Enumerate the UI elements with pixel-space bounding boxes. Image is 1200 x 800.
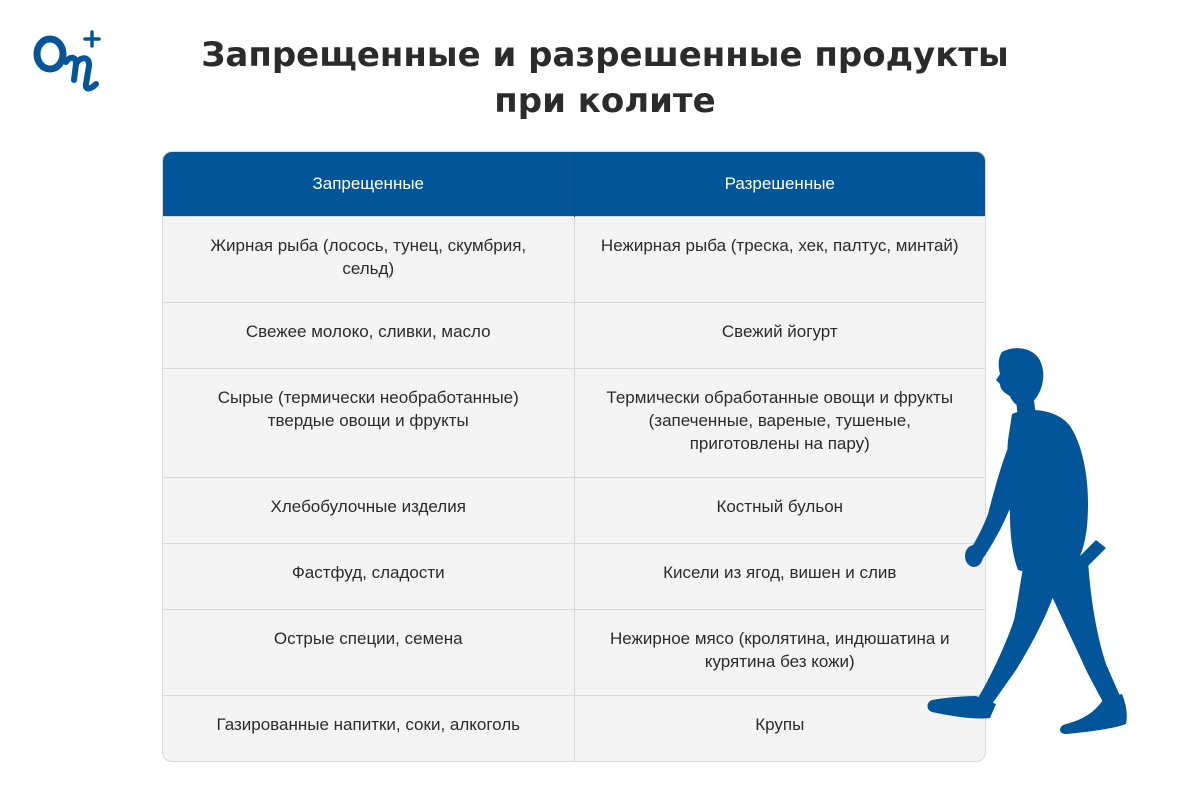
cell-forbidden: Острые специи, семена bbox=[163, 610, 574, 696]
cell-forbidden: Фастфуд, сладости bbox=[163, 544, 574, 610]
table-row bbox=[163, 610, 985, 696]
cell-forbidden: Свежее молоко, сливки, масло bbox=[163, 303, 574, 369]
cell-forbidden: Жирная рыба (лосось, тунец, скумбрия, сельд) bbox=[163, 217, 574, 303]
cell-allowed: Костный бульон bbox=[574, 478, 985, 544]
cell-allowed: Свежий йогурт bbox=[574, 303, 985, 369]
walking-man-silhouette-icon bbox=[920, 344, 1140, 744]
table-row bbox=[163, 696, 985, 762]
header-allowed: Разрешенные bbox=[574, 152, 985, 217]
table-row bbox=[163, 217, 985, 303]
cell-allowed: Нежирное мясо (кролятина, индюшатина и курятина без кожи) bbox=[574, 610, 985, 696]
header-forbidden: Запрещенные bbox=[163, 152, 574, 217]
on-clinic-logo-icon bbox=[32, 28, 104, 94]
cell-forbidden: Газированные напитки, соки, алкоголь bbox=[163, 696, 574, 762]
page-title bbox=[150, 32, 1060, 124]
table-row bbox=[163, 478, 985, 544]
table-row bbox=[163, 303, 985, 369]
table-row bbox=[163, 369, 985, 478]
cell-forbidden: Хлебобулочные изделия bbox=[163, 478, 574, 544]
cell-allowed: Нежирная рыба (треска, хек, палтус, минтай) bbox=[574, 217, 985, 303]
cell-allowed: Термически обработанные овощи и фрукты (запеченные, вареные, тушеные, приготовлены на пару) bbox=[574, 369, 985, 478]
cell-allowed: Крупы bbox=[574, 696, 985, 762]
cell-forbidden: Сырые (термически необработанные) твердые овощи и фрукты bbox=[163, 369, 574, 478]
page-title-line-1: Запрещенные и разрешенные продукты bbox=[201, 35, 1009, 75]
table-header-row bbox=[163, 152, 985, 217]
table-row bbox=[163, 544, 985, 610]
page-title-line-2: при колите bbox=[494, 81, 716, 121]
products-table bbox=[162, 151, 986, 762]
cell-allowed: Кисели из ягод, вишен и слив bbox=[574, 544, 985, 610]
